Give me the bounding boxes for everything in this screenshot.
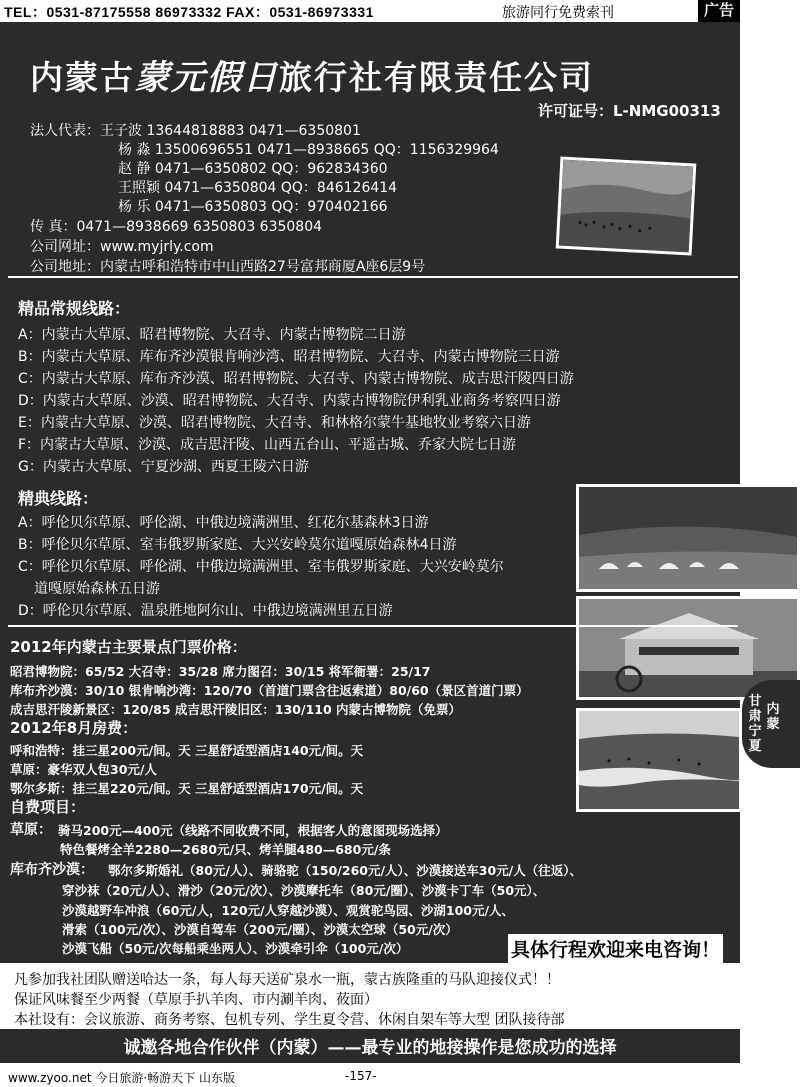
classic-route-item: B：呼伦贝尔草原、室韦俄罗斯家庭、大兴安岭莫尔道嘎原始森林4日游 [18,537,457,553]
company-title [30,50,594,99]
note-line: 保证风味餐至少两餐（草原手扒羊肉、市内涮羊肉、莜面） [14,992,378,1008]
bottom-slogan: 诚邀各地合作伙伴（内蒙）——最专业的地接操作是您成功的选择 [0,1033,740,1063]
grassland-label: 草原： [10,822,52,838]
route-item: G：内蒙古大草原、宁夏沙湖、西夏王陵六日游 [18,459,309,475]
river-grassland-photo-image [579,711,739,809]
desert-extra-line: 滑索（100元/次）、沙漠自驾车（200元/圈）、沙漠太空球（50元/次） [62,922,458,937]
header-slogan: 旅游同行免费索刊 [502,4,614,20]
route-item: A：内蒙古大草原、昭君博物院、大召寺、内蒙古博物院二日游 [18,327,406,343]
classic-route-item: A：呼伦贝尔草原、呼伦湖、中俄边境满洲里、红花尔基森林3日游 [18,515,429,531]
price-line: 成吉思汗陵新景区：120/85 成吉思汗陵旧区：130/110 内蒙古博物院（免票） [10,702,462,717]
note-line: 本社设有：会议旅游、商务考察、包机专列、学生夏令营、休闲自架车等大型 团队接待部 [14,1012,565,1028]
region-side-tab [742,680,800,768]
top-bar [0,0,800,22]
ad-panel [0,22,740,1062]
route-item: D：内蒙古大草原、沙漠、昭君博物院、大召寺、内蒙古博物院伊利乳业商务考察四日游 [18,393,561,409]
classic-route-item: D：呼伦贝尔草原、温泉胜地阿尔山、中俄边境满洲里五日游 [18,603,393,619]
note-line: 凡参加我社团队赠送哈达一条，每人每天送矿泉水一瓶，蒙古族隆重的马队迎接仪式！！ [14,972,560,988]
license-number: 许可证号：L-NMG00313 [538,102,721,120]
contact-line: 王照颖 0471—6350804 QQ：846126414 [118,180,398,196]
title-brand: 蒙元假日 [135,58,279,98]
desert-extra-line: 沙漠飞船（50元/次每船乘坐两人）、沙漠牵引伞（100元/次） [62,941,409,956]
contact-line: 法人代表：王子波 13644818883 0471—6350801 [30,123,361,139]
notes-box [0,963,740,1029]
address-line: 公司地址：内蒙古呼和浩特市中山西路27号富邦商厦A座6层9号 [30,259,426,275]
route-item: E：内蒙古大草原、沙漠、昭君博物院、大召寺、和林格尔蒙牛基地牧业考察六日游 [18,415,531,431]
yurt-camp-photo [576,484,800,592]
regular-routes-heading: 精品常规线路： [18,299,131,318]
room-rate-line: 草原：豪华双人包30元/人 [10,762,157,777]
room-rate-line: 鄂尔多斯：挂三星220元/间。天 三星舒适型酒店170元/间。天 [10,781,364,796]
ad-label: 广告 [698,0,740,22]
footer-site: www.zyoo.net 今日旅游·畅游天下 山东版 [8,1071,235,1085]
contact-line: 赵 静 0471—6350802 QQ：962834360 [118,161,388,177]
desert-label: 库布齐沙漠： [10,862,94,878]
room-rate-line: 呼和浩特：挂三星200元/间。天 三星舒适型酒店140元/间。天 [10,743,364,758]
section-divider [8,276,738,278]
extras-heading: 自费项目： [10,798,86,816]
price-line: 昭君博物院：65/52 大召寺：35/28 席力图召：30/15 将军衙署：25/17 [10,664,431,679]
grassland-extra-line: 特色餐烤全羊2280—2680元/只、烤羊腿480—680元/条 [60,842,391,857]
side-tab-region-1: 甘肃宁夏 [748,694,762,754]
page-footer [0,1065,800,1087]
header-contact: TEL：0531-87175558 86973332 FAX：0531-86973331 [4,4,374,20]
desert-extra-line: 鄂尔多斯婚礼（80元/人）、骑骆驼（150/260元/人）、沙漠接送车30元/人（往返）、 [108,863,582,878]
website-line: 公司网址：www.myjrly.com [30,239,214,255]
grassland-extra-line: 骑马200元—400元（线路不同收费不同，根据客人的意图现场选择） [58,823,448,838]
price-line: 库布齐沙漠：30/10 银肯响沙湾：120/70（首道门票含往返索道）80/60（景区首道门票） [10,683,529,698]
classic-route-item: C：呼伦贝尔草原、呼伦湖、中俄边境满洲里、室韦俄罗斯家庭、大兴安岭莫尔 [18,559,504,575]
classic-route-item: 道嘎原始森林五日游 [34,581,160,597]
classic-routes-heading: 精典线路： [18,489,99,508]
route-item: C：内蒙古大草原、库布齐沙漠、昭君博物院、大召寺、内蒙古博物院、成吉思汗陵四日游 [18,371,574,387]
grassland-photo-image [559,160,693,253]
desert-extra-line: 沙漠越野车冲浪（60元/人，120元/人穿越沙漠）、观赏驼鸟园、沙湖100元/人、 [62,903,515,918]
desert-extra-line: 穿沙袜（20元/人）、滑沙（20元/次）、沙漠摩托车（80元/圈）、沙漠卡丁车（50元）、 [62,883,546,898]
ticket-prices-heading: 2012年内蒙古主要景点门票价格： [10,638,247,656]
contact-line: 杨 淼 13500696551 0471—8938665 QQ：1156329964 [118,142,499,158]
title-prefix: 内蒙古 [30,58,135,97]
page-number: -157- [345,1069,377,1083]
grassland-photo [556,157,697,256]
title-suffix: 旅行社有限责任公司 [279,58,594,97]
yurt-camp-photo-image [579,487,797,589]
route-item: F：内蒙古大草原、沙漠、成吉思汗陵、山西五台山、平遥古城、乔家大院七日游 [18,437,517,453]
contact-line: 杨 乐 0471—6350803 QQ：970402166 [118,199,388,215]
river-grassland-photo [576,708,742,812]
room-rates-heading: 2012年8月房费： [10,719,138,737]
fax-line: 传 真：0471—8938669 6350803 6350804 [30,219,323,235]
section-divider [8,625,738,627]
route-item: B：内蒙古大草原、库布齐沙漠银肯响沙湾、昭君博物院、大召寺、内蒙古博物院三日游 [18,349,560,365]
inquiry-callout: 具体行程欢迎来电咨询！ [508,934,723,963]
side-tab-region-2: 内蒙 [766,702,780,732]
